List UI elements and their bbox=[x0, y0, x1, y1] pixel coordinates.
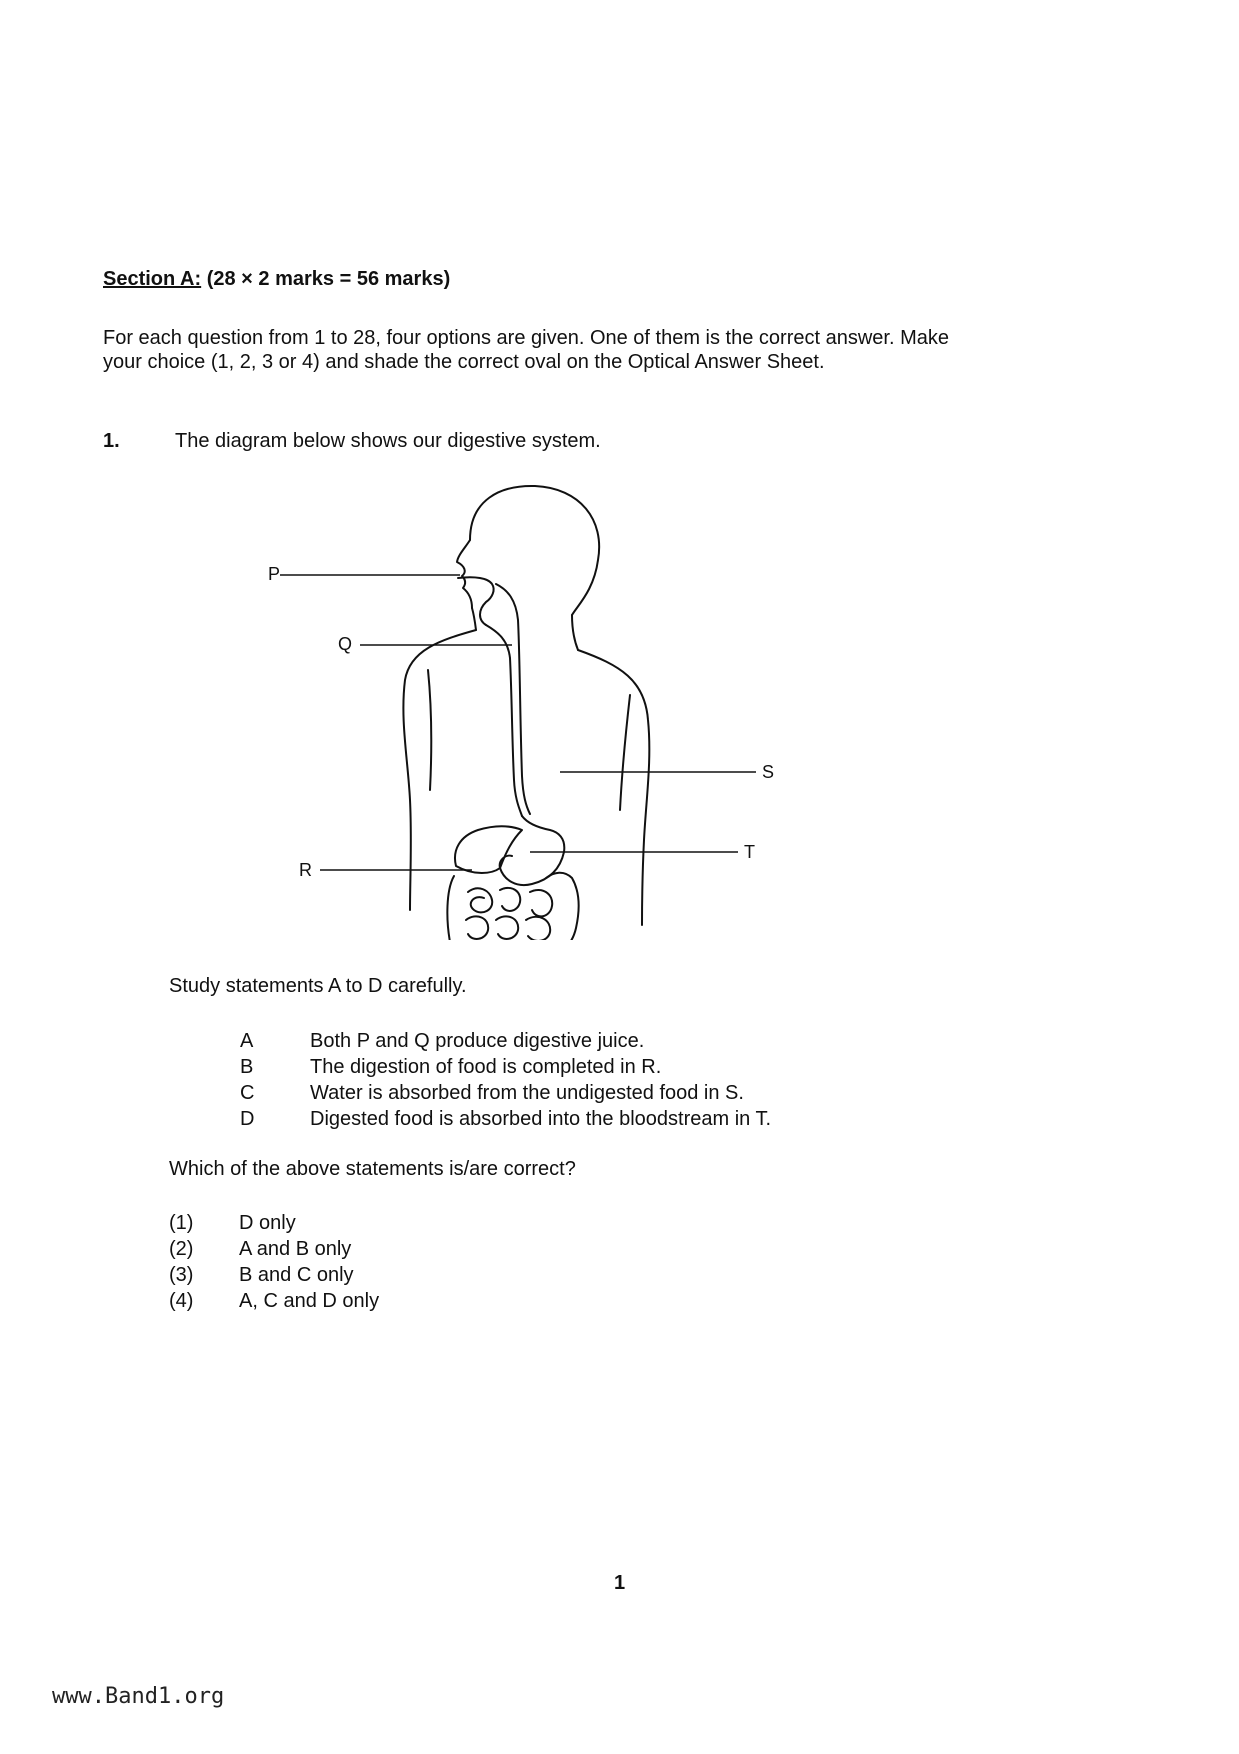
option-text: B and C only bbox=[239, 1264, 354, 1286]
liver bbox=[455, 826, 522, 873]
label-p: P bbox=[267, 564, 280, 584]
statement-letter: C bbox=[240, 1082, 255, 1104]
option-text: A and B only bbox=[239, 1238, 352, 1260]
statement-list bbox=[240, 1028, 771, 1132]
watermark: www.Band1.org bbox=[52, 1684, 225, 1709]
option-list bbox=[169, 1210, 379, 1314]
option-number: (4) bbox=[169, 1290, 194, 1312]
digestive-system-diagram bbox=[260, 480, 800, 940]
face-profile bbox=[457, 540, 472, 608]
instructions: For each question from 1 to 28, four options are given. One of them is the correct answer. Make your choice (1, 2, 3 or 4) and shade the correct oval on the Optical Answer Sheet. bbox=[103, 327, 949, 373]
statement-text: Digested food is absorbed into the bloodstream in T. bbox=[310, 1108, 772, 1130]
statement-letter: B bbox=[240, 1056, 254, 1078]
statement-text: Water is absorbed from the undigested food in S. bbox=[310, 1082, 744, 1104]
label-q: Q bbox=[337, 634, 352, 654]
right-shoulder bbox=[578, 650, 649, 925]
pharynx bbox=[458, 577, 494, 625]
page-number: 1 bbox=[613, 1572, 626, 1594]
option-text: A, C and D only bbox=[239, 1290, 380, 1312]
section-heading bbox=[103, 268, 450, 291]
option-item bbox=[169, 1210, 379, 1236]
neck-front bbox=[472, 608, 476, 630]
option-item bbox=[169, 1288, 379, 1314]
head-outline bbox=[470, 486, 599, 615]
right-arm-line bbox=[620, 695, 630, 810]
question-prompt: Which of the above statements is/are correct? bbox=[169, 1158, 576, 1180]
option-item bbox=[169, 1262, 379, 1288]
option-item bbox=[169, 1236, 379, 1262]
question-stem: The diagram below shows our digestive system. bbox=[175, 430, 601, 452]
statement-letter: D bbox=[240, 1108, 255, 1130]
option-number: (2) bbox=[169, 1238, 194, 1260]
label-t: T bbox=[744, 842, 755, 862]
section-label: Section A: bbox=[103, 268, 202, 290]
section-marks: (28 × 2 marks = 56 marks) bbox=[206, 268, 451, 290]
option-number: (1) bbox=[169, 1212, 194, 1234]
statement-letter: A bbox=[240, 1030, 254, 1052]
neck-back bbox=[572, 615, 578, 650]
statement-item bbox=[240, 1028, 771, 1054]
label-r: R bbox=[299, 860, 312, 880]
label-s: S bbox=[762, 762, 775, 782]
statement-item bbox=[240, 1106, 771, 1132]
question-number: 1. bbox=[103, 430, 120, 452]
statement-text: The digestion of food is completed in R. bbox=[310, 1056, 662, 1078]
statement-text: Both P and Q produce digestive juice. bbox=[310, 1030, 645, 1052]
option-number: (3) bbox=[169, 1264, 194, 1286]
option-text: D only bbox=[239, 1212, 296, 1234]
statement-item bbox=[240, 1054, 771, 1080]
statement-item bbox=[240, 1080, 771, 1106]
left-shoulder bbox=[403, 630, 476, 910]
left-arm-line bbox=[428, 670, 431, 790]
study-prompt: Study statements A to D carefully. bbox=[169, 975, 467, 997]
oesophagus-left bbox=[486, 625, 522, 816]
small-intestine bbox=[466, 888, 552, 940]
